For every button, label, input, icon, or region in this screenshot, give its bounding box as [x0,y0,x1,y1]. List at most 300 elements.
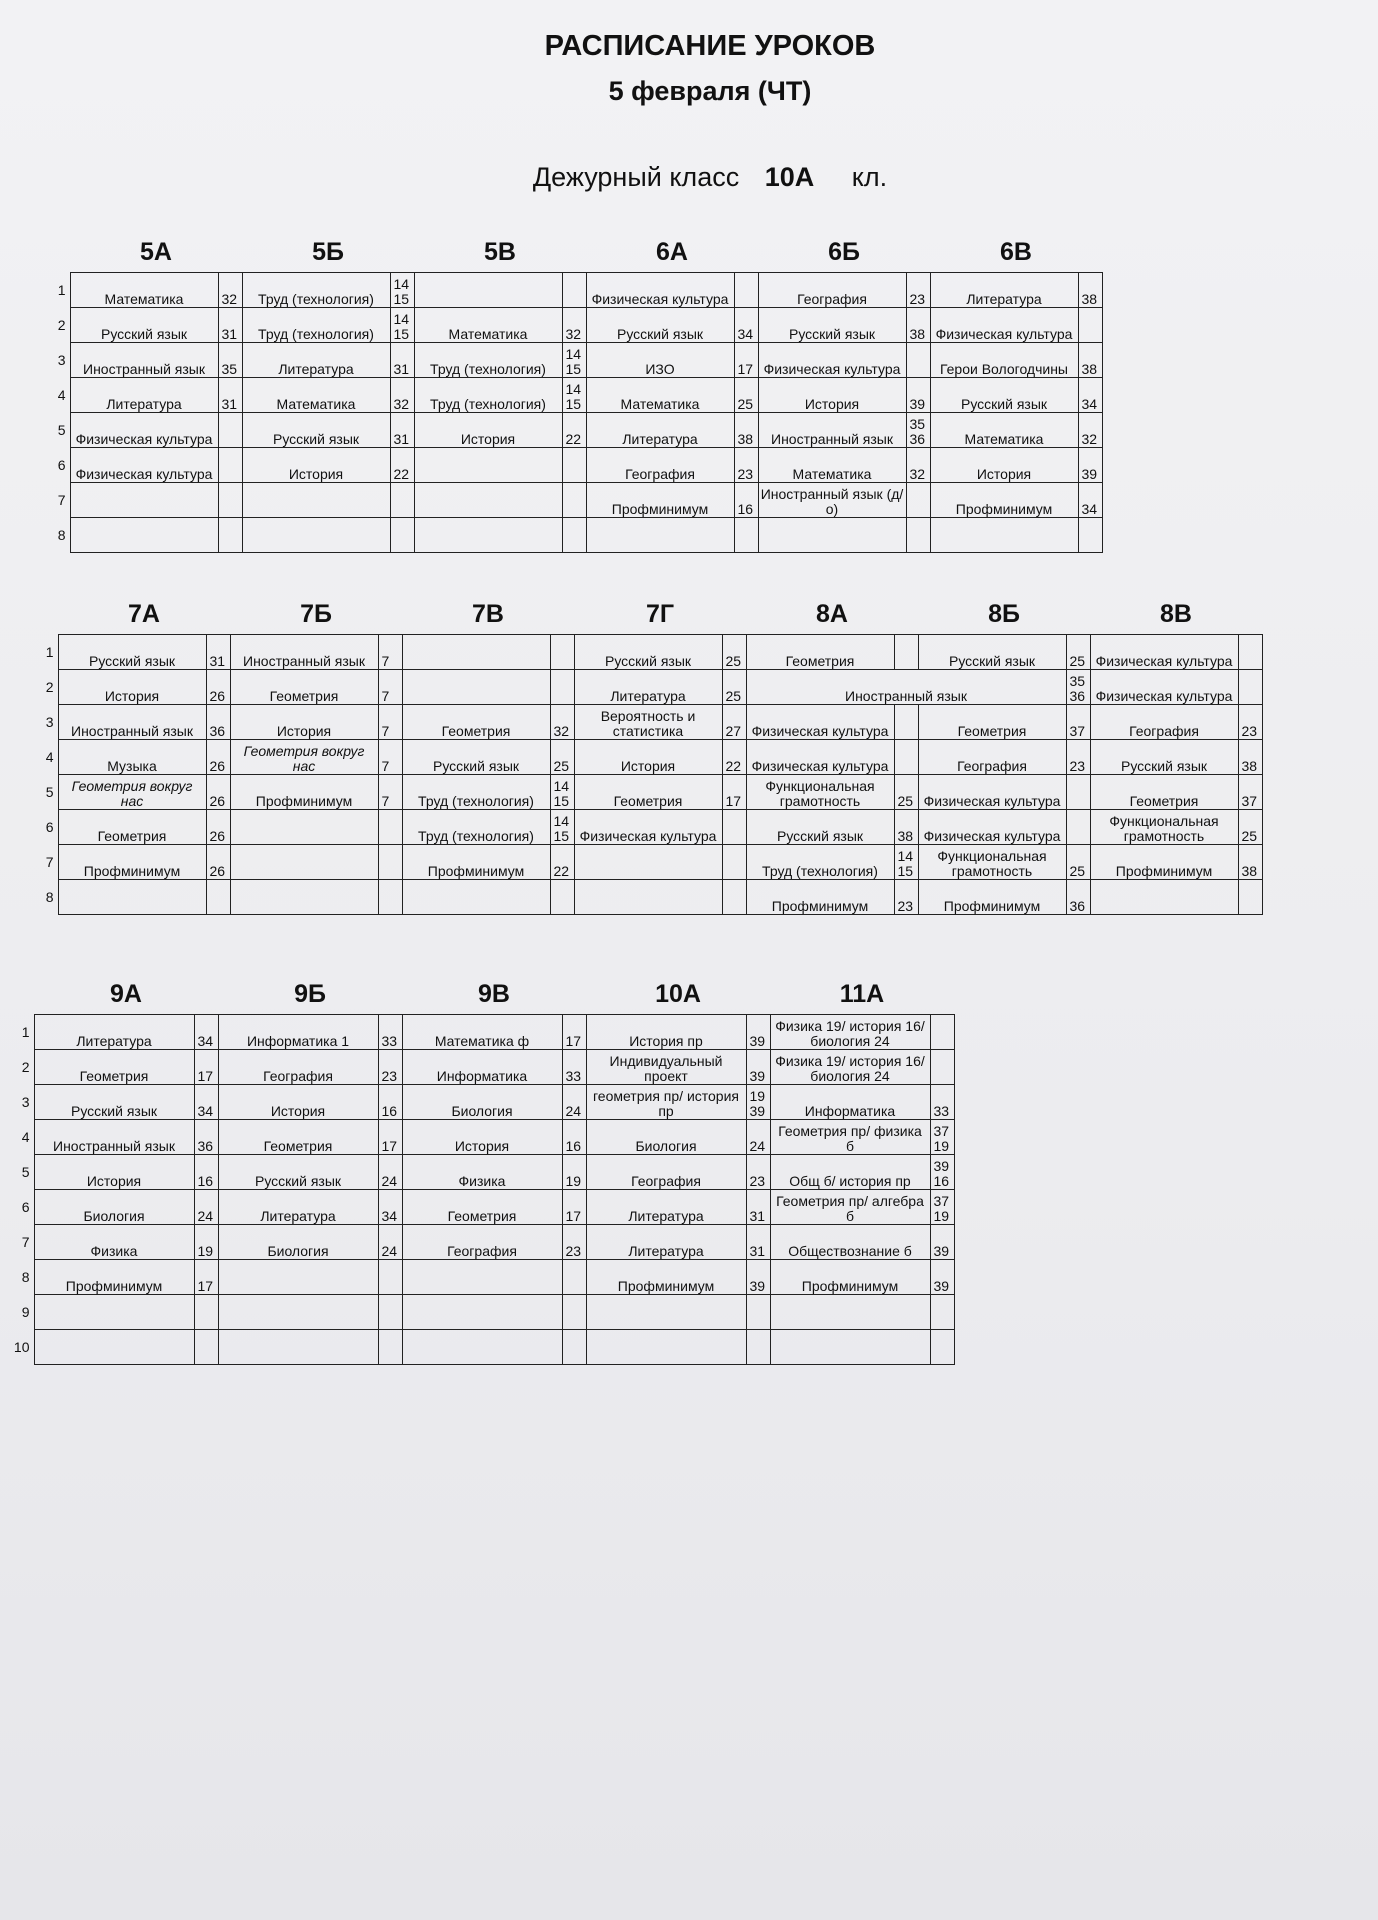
subject-cell: Биология [34,1190,194,1225]
subject-cell: геометрия пр/ история пр [586,1085,746,1120]
schedule-table [10,1014,955,1365]
room-cell: 23 [734,448,758,483]
room-cell: 36 [206,705,230,740]
room-cell [1078,308,1102,343]
room-cell: 24 [746,1120,770,1155]
room-cell: 39 [930,1260,954,1295]
subject-cell: Физическая культура [918,810,1066,845]
subject-cell: География [402,1225,562,1260]
room-cell: 23 [906,273,930,308]
room-cell [1238,880,1262,915]
room-cell: 31 [746,1225,770,1260]
subject-cell: География [1090,705,1238,740]
room-cell: 7 [378,670,402,705]
room-cell: 25 [1066,635,1090,670]
room-cell [562,448,586,483]
subject-cell: Математика [414,308,562,343]
room-cell: 22 [390,448,414,483]
lesson-row [50,483,1102,518]
subject-cell [414,483,562,518]
lesson-number: 4 [57,386,66,403]
lesson-row [10,1225,954,1260]
room-cell: 33 [930,1085,954,1120]
lesson-row [10,1155,954,1190]
duty-class-line [0,162,1378,193]
room-cell: 25 [734,378,758,413]
subject-cell: География [758,273,906,308]
subject-cell: Геометрия [230,670,378,705]
subject-cell: Профминимум [918,880,1066,915]
lesson-row [50,343,1102,378]
room-cell: 39 16 [930,1155,954,1190]
room-cell: 17 [562,1015,586,1050]
subject-cell [586,1330,746,1365]
room-cell: 19 [194,1225,218,1260]
subject-cell [402,1295,562,1330]
room-cell: 26 [206,670,230,705]
subject-cell: Геометрия пр/ физика б [770,1120,930,1155]
room-cell: 34 [194,1015,218,1050]
subject-cell: Математика [930,413,1078,448]
lesson-row [40,810,1262,845]
room-cell [930,1015,954,1050]
lesson-row [10,1015,954,1050]
room-cell [562,518,586,553]
room-cell: 24 [378,1225,402,1260]
subject-cell [758,518,906,553]
subject-cell [242,483,390,518]
room-cell [218,413,242,448]
room-cell: 33 [378,1015,402,1050]
lesson-number: 2 [57,316,66,333]
room-cell: 22 [550,845,574,880]
lesson-number: 2 [45,678,54,695]
subject-cell: История [242,448,390,483]
subject-cell: Индивидуальный проект [586,1050,746,1085]
subject-cell [930,518,1078,553]
subject-cell: Функциональная грамотность [1090,810,1238,845]
subject-cell: История пр [586,1015,746,1050]
room-cell: 14 15 [550,810,574,845]
subject-cell: Профминимум [402,845,550,880]
room-cell [378,845,402,880]
room-cell: 38 [906,308,930,343]
subject-cell: Литература [586,1190,746,1225]
subject-cell: Информатика [402,1050,562,1085]
subject-cell: Русский язык [574,635,722,670]
subject-cell: История [402,1120,562,1155]
room-cell [906,483,930,518]
room-cell [562,1260,586,1295]
room-cell [1238,635,1262,670]
subject-cell [242,518,390,553]
duty-suffix: кл. [851,162,888,192]
subject-cell [230,810,378,845]
lesson-row [10,1050,954,1085]
subject-cell [218,1330,378,1365]
subject-cell: Труд (технология) [746,845,894,880]
room-cell: 34 [1078,378,1102,413]
subject-cell: Математика ф [402,1015,562,1050]
lesson-number: 6 [57,456,66,473]
subject-cell: Герои Вологодчины [930,343,1078,378]
room-cell: 35 36 [906,413,930,448]
subject-cell: Иностранный язык [758,413,906,448]
room-cell: 38 [1078,273,1102,308]
room-cell: 38 [894,810,918,845]
subject-cell: Физика 19/ история 16/ биология 24 [770,1015,930,1050]
subject-cell [70,518,218,553]
subject-cell: Биология [586,1120,746,1155]
subject-cell: Русский язык [218,1155,378,1190]
room-cell [550,635,574,670]
subject-cell: Литература [586,413,734,448]
class-name: 11А [839,980,885,1008]
room-cell: 14 15 [390,308,414,343]
subject-cell: Профминимум [34,1260,194,1295]
subject-cell: География [586,448,734,483]
subject-cell [574,845,722,880]
room-cell: 16 [734,483,758,518]
subject-cell: Иностранный язык [746,670,1066,705]
class-header-row [10,980,954,1014]
subject-cell: Труд (технология) [402,810,550,845]
room-cell: 14 15 [562,378,586,413]
room-cell [746,1330,770,1365]
room-cell: 31 [390,413,414,448]
subject-cell: Иностранный язык [58,705,206,740]
lesson-row [50,273,1102,308]
subject-cell: Профминимум [586,483,734,518]
lesson-row [40,670,1262,705]
lesson-number: 3 [21,1093,30,1110]
class-name: 7А [128,600,160,628]
room-cell: 31 [206,635,230,670]
subject-cell: Профминимум [1090,845,1238,880]
subject-cell: Геометрия [746,635,894,670]
lesson-number: 1 [21,1023,30,1040]
room-cell: 31 [218,378,242,413]
lesson-number: 7 [45,853,54,870]
room-cell: 37 19 [930,1190,954,1225]
room-cell: 32 [218,273,242,308]
room-cell [746,1295,770,1330]
subject-cell: История [574,740,722,775]
room-cell: 34 [734,308,758,343]
room-cell: 24 [562,1085,586,1120]
room-cell: 17 [722,775,746,810]
subject-cell: Русский язык [758,308,906,343]
subject-cell: Физическая культура [1090,635,1238,670]
subject-cell: География [586,1155,746,1190]
room-cell: 36 [1066,880,1090,915]
room-cell: 24 [378,1155,402,1190]
subject-cell: История [414,413,562,448]
class-header-row [50,238,1102,272]
subject-cell: Физическая культура [746,740,894,775]
subject-cell: Математика [758,448,906,483]
room-cell: 38 [1238,740,1262,775]
lesson-number: 2 [21,1058,30,1075]
lesson-number: 1 [57,281,66,298]
class-name: 7В [472,600,504,628]
room-cell [722,880,746,915]
room-cell: 7 [378,740,402,775]
room-cell [218,483,242,518]
subject-cell: Физическая культура [586,273,734,308]
subject-cell [218,1260,378,1295]
room-cell: 7 [378,705,402,740]
subject-cell [230,845,378,880]
subject-cell: Профминимум [230,775,378,810]
room-cell: 7 [378,635,402,670]
subject-cell: Литература [218,1190,378,1225]
room-cell [378,1330,402,1365]
lesson-row [10,1260,954,1295]
class-name: 6В [1000,238,1032,266]
room-cell: 39 [746,1015,770,1050]
subject-cell: Русский язык [586,308,734,343]
lesson-row [40,845,1262,880]
room-cell [722,810,746,845]
subject-cell: История [218,1085,378,1120]
lesson-number: 5 [57,421,66,438]
room-cell: 25 [1238,810,1262,845]
lesson-number: 4 [21,1128,30,1145]
room-cell [1066,810,1090,845]
room-cell [1078,518,1102,553]
subject-cell: Иностранный язык [34,1120,194,1155]
class-name: 5В [484,238,516,266]
subject-cell: Физическая культура [574,810,722,845]
room-cell: 26 [206,845,230,880]
subject-cell: Геометрия [918,705,1066,740]
subject-cell: Обществознание б [770,1225,930,1260]
room-cell: 25 [1066,845,1090,880]
subject-cell: Труд (технология) [414,378,562,413]
lesson-row [40,635,1262,670]
room-cell: 25 [550,740,574,775]
lesson-row [50,448,1102,483]
room-cell [550,880,574,915]
room-cell: 23 [562,1225,586,1260]
subject-cell: Профминимум [586,1260,746,1295]
subject-cell: История [34,1155,194,1190]
room-cell: 26 [206,810,230,845]
room-cell: 37 19 [930,1120,954,1155]
subject-cell: География [218,1050,378,1085]
subject-cell [58,880,206,915]
room-cell: 39 [930,1225,954,1260]
subject-cell: Геометрия [402,705,550,740]
subject-cell: Физическая культура [930,308,1078,343]
room-cell: 19 [562,1155,586,1190]
subject-cell: Музыка [58,740,206,775]
room-cell: 23 [1066,740,1090,775]
room-cell [930,1330,954,1365]
schedule-block-7-8 [40,600,1263,915]
subject-cell: Математика [70,273,218,308]
subject-cell [218,1295,378,1330]
room-cell: 26 [206,740,230,775]
subject-cell: Биология [218,1225,378,1260]
room-cell [930,1295,954,1330]
room-cell: 27 [722,705,746,740]
room-cell: 17 [734,343,758,378]
lesson-row [50,413,1102,448]
subject-cell [402,635,550,670]
lesson-number: 6 [21,1198,30,1215]
room-cell: 38 [1078,343,1102,378]
page-title: РАСПИСАНИЕ УРОКОВ [544,30,876,62]
lesson-number: 8 [45,888,54,905]
subject-cell [586,518,734,553]
subject-cell: Русский язык [58,635,206,670]
room-cell [562,1295,586,1330]
subject-cell: Математика [242,378,390,413]
subject-cell: Физическая культура [70,413,218,448]
subject-cell: Геометрия пр/ алгебра б [770,1190,930,1225]
room-cell [218,448,242,483]
subject-cell: Функциональная грамотность [746,775,894,810]
room-cell: 14 15 [550,775,574,810]
lesson-row [40,775,1262,810]
room-cell: 17 [194,1260,218,1295]
subject-cell: Литература [34,1015,194,1050]
room-cell [1238,670,1262,705]
subject-cell: Вероятность и статистика [574,705,722,740]
subject-cell: Русский язык [746,810,894,845]
schedule-date: 5 февраля (ЧТ) [608,76,812,106]
subject-cell [34,1330,194,1365]
lesson-row [40,740,1262,775]
subject-cell: Труд (технология) [402,775,550,810]
subject-cell [34,1295,194,1330]
lesson-number: 3 [57,351,66,368]
subject-cell [402,1330,562,1365]
subject-cell: Геометрия [1090,775,1238,810]
lesson-row [10,1190,954,1225]
subject-cell: Физическая культура [746,705,894,740]
subject-cell: Русский язык [1090,740,1238,775]
room-cell [550,670,574,705]
class-name: 6Б [828,238,860,266]
class-name: 5Б [312,238,344,266]
room-cell: 23 [378,1050,402,1085]
lesson-number: 6 [45,818,54,835]
subject-cell [402,670,550,705]
class-name: 7Б [300,600,332,628]
room-cell: 32 [550,705,574,740]
room-cell [734,518,758,553]
lesson-number: 1 [45,643,54,660]
room-cell: 32 [906,448,930,483]
class-header-row [40,600,1262,634]
room-cell: 39 [1078,448,1102,483]
subject-cell: Физическая культура [758,343,906,378]
room-cell: 39 [906,378,930,413]
room-cell: 38 [734,413,758,448]
room-cell [562,483,586,518]
lesson-number: 9 [21,1303,30,1320]
subject-cell: Русский язык [918,635,1066,670]
room-cell: 25 [722,670,746,705]
class-name: 6А [656,238,688,266]
subject-cell: История [230,705,378,740]
class-name: 9Б [294,980,326,1008]
lesson-row [50,378,1102,413]
subject-cell: Русский язык [34,1085,194,1120]
class-name: 9В [478,980,510,1008]
lesson-number: 7 [57,491,66,508]
subject-cell: Общ б/ история пр [770,1155,930,1190]
subject-cell: Профминимум [746,880,894,915]
room-cell: 31 [746,1190,770,1225]
room-cell: 16 [562,1120,586,1155]
room-cell: 25 [722,635,746,670]
room-cell: 16 [194,1155,218,1190]
room-cell [562,1330,586,1365]
room-cell: 37 [1238,775,1262,810]
room-cell: 38 [1238,845,1262,880]
subject-cell [770,1295,930,1330]
subject-cell [574,880,722,915]
subject-cell: Профминимум [58,845,206,880]
room-cell [894,705,918,740]
subject-cell: Труд (технология) [242,308,390,343]
subject-cell: Геометрия вокруг нас [58,775,206,810]
subject-cell: Литература [574,670,722,705]
room-cell [206,880,230,915]
subject-cell: Физика 19/ история 16/ биология 24 [770,1050,930,1085]
room-cell: 23 [1238,705,1262,740]
room-cell [194,1295,218,1330]
room-cell: 22 [722,740,746,775]
subject-cell [770,1330,930,1365]
subject-cell: Физика [402,1155,562,1190]
lesson-number: 5 [21,1163,30,1180]
lesson-row [10,1295,954,1330]
duty-class: 10А [764,162,815,192]
class-name: 8В [1160,600,1192,628]
subject-cell: Геометрия [402,1190,562,1225]
room-cell: 34 [378,1190,402,1225]
subject-cell: ИЗО [586,343,734,378]
room-cell [1066,775,1090,810]
room-cell: 33 [562,1050,586,1085]
subject-cell: Информатика [770,1085,930,1120]
room-cell [194,1330,218,1365]
room-cell: 39 [746,1260,770,1295]
lesson-row [40,705,1262,740]
room-cell [930,1050,954,1085]
subject-cell: Геометрия [218,1120,378,1155]
subject-cell: Литература [70,378,218,413]
lesson-row [10,1085,954,1120]
subject-cell: Физическая культура [918,775,1066,810]
subject-cell [402,880,550,915]
subject-cell [230,880,378,915]
subject-cell: История [930,448,1078,483]
schedule-table [50,272,1103,553]
subject-cell: Русский язык [242,413,390,448]
lesson-row [40,880,1262,915]
lesson-number: 7 [21,1233,30,1250]
subject-cell: География [918,740,1066,775]
class-name: 7Г [645,600,675,628]
room-cell: 17 [194,1050,218,1085]
subject-cell [414,448,562,483]
